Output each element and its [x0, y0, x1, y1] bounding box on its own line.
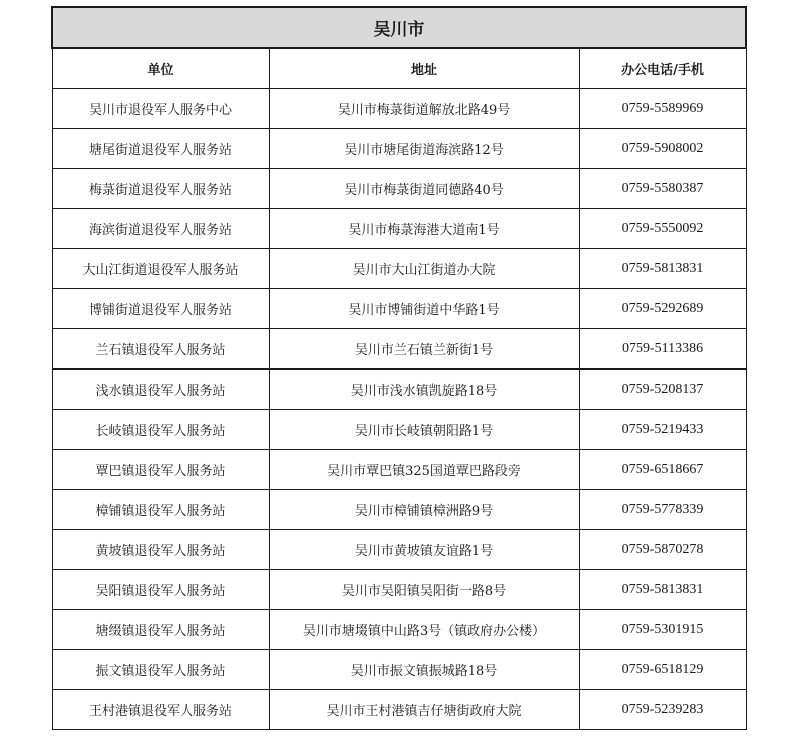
cell-unit: 海滨街道退役军人服务站 [52, 209, 269, 249]
table-row [52, 650, 746, 690]
table-header-row [52, 48, 746, 89]
cell-unit: 吴川市退役军人服务中心 [52, 89, 269, 129]
table-row [52, 169, 746, 209]
cell-phone: 0759-5301915 [579, 610, 746, 650]
cell-address: 吴川市博铺街道中华路1号 [269, 289, 579, 329]
table-row [52, 450, 746, 490]
header-phone: 办公电话/手机 [579, 48, 746, 89]
cell-unit: 覃巴镇退役军人服务站 [52, 450, 269, 490]
cell-phone: 0759-5813831 [579, 249, 746, 289]
cell-unit: 吴阳镇退役军人服务站 [52, 570, 269, 610]
cell-address: 吴川市浅水镇凯旋路18号 [269, 369, 579, 410]
cell-unit: 博铺街道退役军人服务站 [52, 289, 269, 329]
cell-address: 吴川市黄坡镇友谊路1号 [269, 530, 579, 570]
cell-phone: 0759-5778339 [579, 490, 746, 530]
cell-unit: 振文镇退役军人服务站 [52, 650, 269, 690]
cell-address: 吴川市吴阳镇吴阳街一路8号 [269, 570, 579, 610]
cell-address: 吴川市大山江街道办大院 [269, 249, 579, 289]
cell-unit: 樟铺镇退役军人服务站 [52, 490, 269, 530]
table-row [52, 209, 746, 249]
table-title: 吴川市 [52, 7, 746, 48]
contact-table-sheet [51, 6, 745, 730]
cell-unit: 长岐镇退役军人服务站 [52, 410, 269, 450]
table-row [52, 89, 746, 129]
cell-unit: 大山江街道退役军人服务站 [52, 249, 269, 289]
cell-address: 吴川市梅菉街道解放北路49号 [269, 89, 579, 129]
cell-unit: 浅水镇退役军人服务站 [52, 369, 269, 410]
cell-unit: 塘尾街道退役军人服务站 [52, 129, 269, 169]
cell-phone: 0759-5550092 [579, 209, 746, 249]
cell-address: 吴川市长岐镇朝阳路1号 [269, 410, 579, 450]
table-row [52, 610, 746, 650]
table-row [52, 570, 746, 610]
table-row [52, 690, 746, 730]
cell-phone: 0759-5208137 [579, 369, 746, 410]
cell-phone: 0759-6518129 [579, 650, 746, 690]
cell-phone: 0759-5870278 [579, 530, 746, 570]
cell-address: 吴川市王村港镇吉仔塘街政府大院 [269, 690, 579, 730]
cell-unit: 梅菉街道退役军人服务站 [52, 169, 269, 209]
cell-phone: 0759-5908002 [579, 129, 746, 169]
cell-phone: 0759-6518667 [579, 450, 746, 490]
cell-phone: 0759-5113386 [579, 329, 746, 370]
cell-phone: 0759-5813831 [579, 570, 746, 610]
table-row [52, 490, 746, 530]
header-address: 地址 [269, 48, 579, 89]
cell-phone: 0759-5580387 [579, 169, 746, 209]
cell-address: 吴川市樟铺镇樟洲路9号 [269, 490, 579, 530]
cell-address: 吴川市振文镇振城路18号 [269, 650, 579, 690]
cell-address: 吴川市梅菉海港大道南1号 [269, 209, 579, 249]
cell-phone: 0759-5219433 [579, 410, 746, 450]
cell-address: 吴川市兰石镇兰新街1号 [269, 329, 579, 370]
table-row [52, 249, 746, 289]
table-title-row [52, 7, 746, 48]
cell-phone: 0759-5292689 [579, 289, 746, 329]
table-row [52, 289, 746, 329]
cell-unit: 兰石镇退役军人服务站 [52, 329, 269, 370]
table-row [52, 410, 746, 450]
cell-phone: 0759-5589969 [579, 89, 746, 129]
table-row [52, 530, 746, 570]
table-row [52, 129, 746, 169]
table-row [52, 369, 746, 410]
cell-address: 吴川市塘尾街道海滨路12号 [269, 129, 579, 169]
cell-unit: 黄坡镇退役军人服务站 [52, 530, 269, 570]
contact-table [51, 6, 747, 730]
cell-address: 吴川市梅菉街道同德路40号 [269, 169, 579, 209]
cell-unit: 塘缀镇退役军人服务站 [52, 610, 269, 650]
table-body [52, 89, 746, 730]
cell-address: 吴川市塘㙍镇中山路3号（镇政府办公楼） [269, 610, 579, 650]
cell-address: 吴川市覃巴镇325国道覃巴路段旁 [269, 450, 579, 490]
table-row [52, 329, 746, 370]
cell-unit: 王村港镇退役军人服务站 [52, 690, 269, 730]
header-unit: 单位 [52, 48, 269, 89]
cell-phone: 0759-5239283 [579, 690, 746, 730]
